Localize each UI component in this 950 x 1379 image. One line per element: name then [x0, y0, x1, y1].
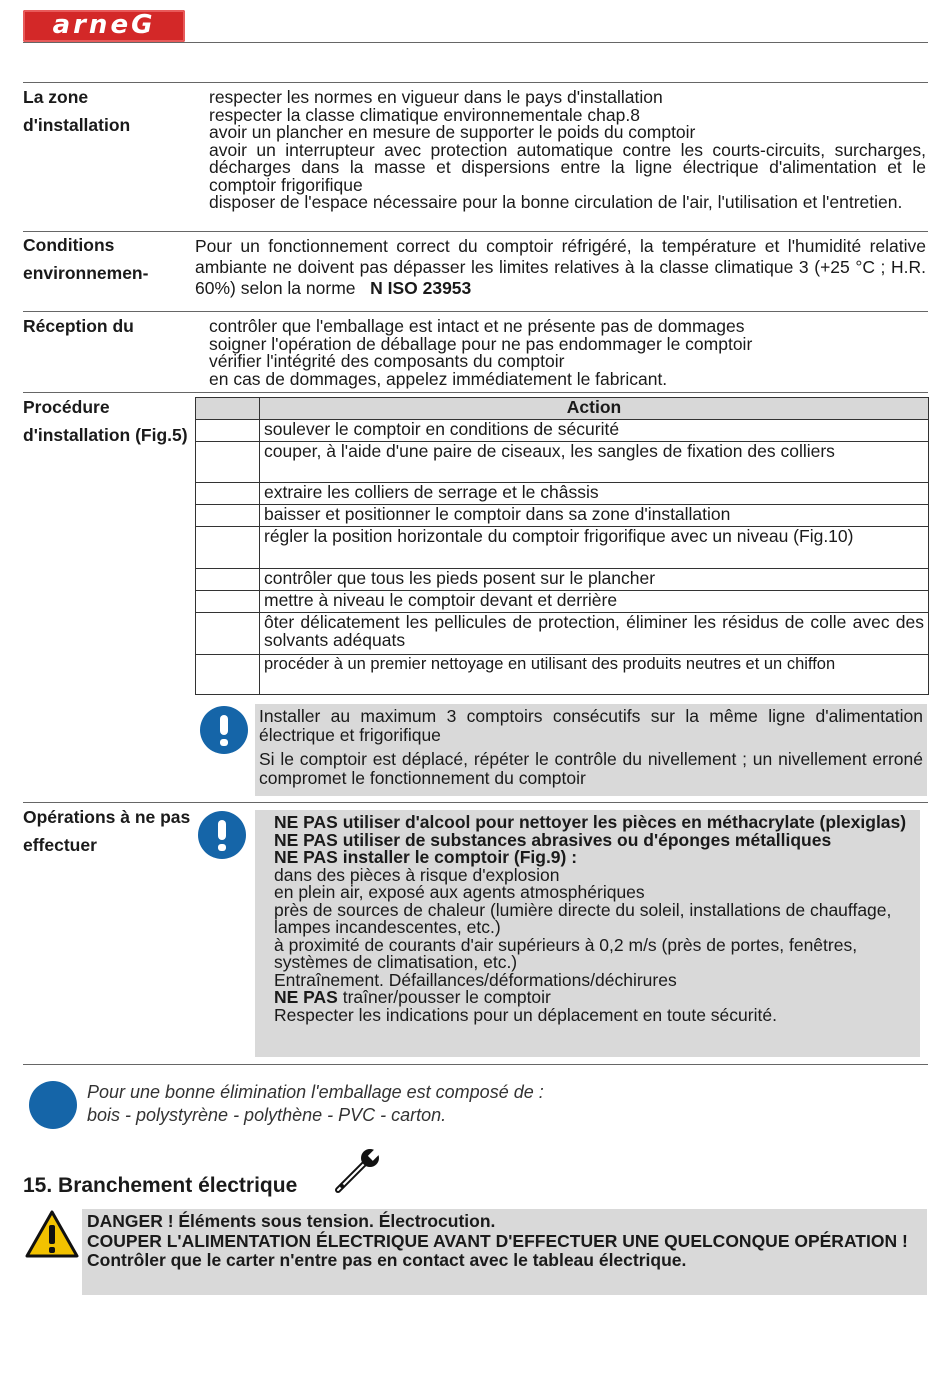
disposal-line: bois - polystyrène - polythène - PVC - carton. — [87, 1105, 447, 1125]
list-item: vérifier l'intégrité des composants du comptoir — [209, 351, 565, 371]
list-item: en plein air, exposé aux agents atmosphériques — [274, 882, 645, 902]
table-row: soulever le comptoir en conditions de sécurité — [260, 420, 929, 442]
zone-list — [209, 89, 926, 212]
table-row: ôter délicatement les pellicules de protection, éliminer les résidus de colle avec des solvants adéquats — [260, 613, 929, 655]
section-divider — [23, 392, 928, 393]
list-item: soigner l'opération de déballage pour ne pas endommager le comptoir — [209, 333, 753, 354]
danger-icon — [25, 1209, 79, 1259]
danger-box — [82, 1209, 927, 1295]
mandatory-icon — [200, 706, 248, 754]
conditions-body: Pour un fonctionnement correct du comptoir réfrigéré, la température et l'humidité relative ambiante ne doivent pas dépasser les limites relatives à la classe climatique 3 (+25 °C ; H.R. 60%) selon la norme — [195, 236, 926, 298]
arneg-logo: arneG — [23, 10, 185, 42]
zone-label: La zone d'installation — [23, 87, 131, 135]
ops-warning: NE PAS installer le comptoir (Fig.9) : — [274, 847, 578, 867]
list-item: Entraînement. Défaillances/déformations/déchirures — [274, 969, 677, 990]
disposal-line: Pour une bonne élimination l'emballage est composé de : — [87, 1082, 544, 1102]
danger-line: Contrôler que le carter n'entre pas en contact avec le tableau électrique. — [87, 1250, 687, 1270]
ops-bold: NE PAS — [274, 987, 338, 1007]
table-row: procéder à un premier nettoyage en utilisant des produits neutres et un chiffon — [260, 655, 929, 695]
conditions-text — [195, 236, 926, 299]
mandatory-icon — [198, 811, 246, 859]
disposal-note — [87, 1081, 544, 1127]
reception-label: Réception du — [23, 316, 134, 336]
ops-warning: NE PAS utiliser d'alcool pour nettoyer les pièces en méthacrylate (plexiglas) — [274, 812, 907, 832]
list-item: respecter la classe climatique environnementale chap.8 — [209, 104, 640, 125]
section-divider — [23, 82, 928, 83]
table-row: extraire les colliers de serrage et le châssis — [260, 483, 929, 505]
list-item: près de sources de chaleur (lumière directe du soleil, installations de chauffage, lampes incandescentes, etc.) — [274, 899, 892, 937]
table-header-action: Action — [260, 398, 929, 420]
ops-warning: NE PAS utiliser de substances abrasives ou d'éponges métalliques — [274, 829, 832, 850]
table-row: baisser et positionner le comptoir dans sa zone d'installation — [260, 505, 929, 527]
danger-line: DANGER ! Éléments sous tension. Électrocution. — [87, 1211, 496, 1231]
section-divider — [23, 802, 928, 803]
list-item: Respecter les indications pour un déplacement en toute sécurité. — [274, 1004, 777, 1025]
iso-norm: N ISO 23953 — [370, 278, 472, 298]
recycle-icon — [29, 1081, 77, 1129]
list-item: à proximité de courants d'air supérieurs à 0,2 m/s (près de portes, fenêtres, systèmes de climatisation, etc.) — [274, 934, 858, 972]
table-row: contrôler que tous les pieds posent sur le plancher — [260, 569, 929, 591]
list-item: avoir un interrupteur avec protection automatique contre les courts-circuits, surcharges, décharges dans la masse et dispersions entre la ligne électrique d'alimentation et le comptoir frigorifique — [209, 139, 926, 195]
conditions-label: Conditions environnemen- — [23, 235, 149, 283]
list-item: avoir un plancher en mesure de supporter le poids du comptoir — [209, 122, 696, 142]
list-item: disposer de l'espace nécessaire pour la bonne circulation de l'air, l'utilisation et l'entretien. — [209, 192, 903, 212]
operations-box — [255, 810, 920, 1057]
table-row: mettre à niveau le comptoir devant et derrière — [260, 591, 929, 613]
table-row: couper, à l'aide d'une paire de ciseaux, les sangles de fixation des colliers — [260, 442, 929, 483]
procedure-label: Procédure d'installation (Fig.5) — [23, 397, 188, 445]
wrench-icon — [334, 1146, 384, 1196]
ops-text: traîner/pousser le comptoir — [342, 987, 551, 1007]
operations-label: Opérations à ne pas effectuer — [23, 807, 191, 855]
procedure-note — [255, 704, 927, 796]
reception-list — [209, 318, 926, 388]
section-divider — [23, 1064, 928, 1065]
list-item: en cas de dommages, appelez immédiatement le fabricant. — [209, 368, 668, 389]
list-item: respecter les normes en vigueur dans le pays d'installation — [209, 87, 663, 107]
note-text: Installer au maximum 3 comptoirs consécutifs sur la même ligne d'alimentation électrique et frigorifique — [259, 706, 923, 745]
list-item: dans des pièces à risque d'explosion — [274, 864, 560, 885]
list-item: contrôler que l'emballage est intact et ne présente pas de dommages — [209, 316, 745, 336]
table-row: régler la position horizontale du comptoir frigorifique avec un niveau (Fig.10) — [260, 527, 929, 569]
section-title: 15. Branchement électrique — [23, 1174, 298, 1197]
header-rule — [23, 42, 928, 43]
note-text: Si le comptoir est déplacé, répéter le contrôle du nivellement ; un nivellement erroné compromet le fonctionnement du comptoir — [259, 749, 923, 788]
danger-line: COUPER L'ALIMENTATION ÉLECTRIQUE AVANT D'EFFECTUER UNE QUELCONQUE OPÉRATION ! — [87, 1230, 908, 1251]
procedure-table — [195, 397, 929, 695]
section-divider — [23, 311, 928, 312]
